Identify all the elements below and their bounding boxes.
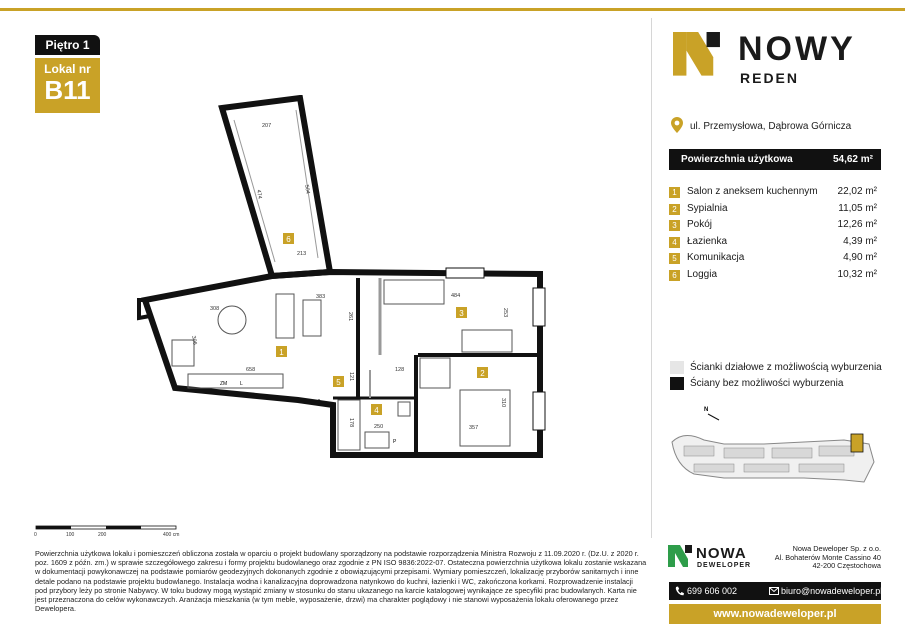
email-link[interactable]: biuro@nowadeweloper.pl [781, 586, 883, 596]
dim: 474 [255, 189, 263, 200]
floor-badge: Piętro 1 [35, 35, 100, 55]
room-row [669, 203, 881, 220]
sink [365, 432, 389, 448]
sofa [276, 294, 294, 338]
dim: 253 [502, 308, 508, 318]
toilet [398, 402, 410, 416]
dim: 306 [190, 335, 198, 346]
window-top [446, 268, 484, 278]
room-num: 3 [669, 220, 680, 231]
dim: 121 [348, 372, 354, 382]
label-p: P [393, 439, 397, 445]
room-name: Łazienka [687, 235, 728, 247]
usable-area-label: Powierzchnia użytkowa [681, 154, 793, 165]
room-name: Komunikacja [687, 252, 745, 263]
wardrobe-room3 [384, 280, 444, 304]
legend-text-fixed: Ściany bez możliwości wyburzenia [690, 378, 844, 389]
scale-label: 100 [66, 532, 75, 538]
nowy-reden-logo-icon [668, 32, 730, 84]
kitchen-counter [188, 374, 283, 388]
dim: 261 [347, 312, 353, 322]
room-row [669, 186, 881, 203]
site-building [694, 464, 734, 472]
site-building [819, 446, 854, 456]
scale-label: 0 [34, 532, 37, 538]
room-area: 12,26 m² [837, 219, 877, 230]
legend-text-removable: Ścianki działowe z możliwością wyburzenia [690, 362, 882, 373]
site-building [799, 464, 844, 472]
room-area: 22,02 m² [837, 186, 877, 197]
compass-arrow [708, 414, 719, 420]
brand-subname: REDEN [740, 70, 800, 86]
room-num: 6 [669, 270, 680, 281]
dim: 178 [348, 418, 354, 428]
dim: 484 [451, 293, 461, 299]
compass-label: N [704, 407, 709, 413]
room-name: Loggia [687, 268, 718, 280]
disclaimer: Powierzchnia użytkowa lokalu i pomieszczeń obliczona została w oparciu o projekt budowlany sporządzony na podstawie rozporządzenia Ministra Rozwoju z 11.09.2020 r. (Dz.U. z 2020 r. poz. 1609 z późn. zm.) w sprawie szczegółowego zakresu i formy projektu budowlanego oraz zgodnie z PN ISO 9836:2022-07. Ostateczna powierzchnia użytkowa lokalu zostanie wskazana w dokumentacji powykonawczej na podstawie pomiarów geodezyjnych dokonanych zgodnie z obowiązującymi przepisami. Wymiary pomieszczeń, lokalizację przyborów sanitarnych i inne detale podano na podstawie projektu budowlanego. Instalacja wodna i kanalizacyjna doprowadzona natynkowo do kuchni, łazienki i WC, zakończona korkami. Rozprowadzenie instalacji pod przybory leży po stronie Nabywcy. W toku budowy mogą wystąpić zmiany w stosunku do stanu ukazanego na karcie katalogowej wynikające ze specyfiki prac budowlanych. Karta nie jest przeznaczona do celów wykonawczych. Aranżacja mieszkania (w tym meble, wyposażenie, drzwi) ma charakter poglądowy i nie stanowi wyposażenia lokalu oferowanego przez Dewelopera. [35, 549, 647, 614]
dim: 504 [303, 184, 311, 195]
scale-bar-seg [106, 526, 141, 529]
website-link[interactable]: www.nowadeweloper.pl [669, 604, 881, 624]
company-info [775, 545, 881, 571]
column-divider [651, 18, 652, 538]
site-building [772, 448, 812, 458]
company-line: Al. Bohaterów Monte Cassino 40 [774, 552, 881, 562]
loggia-railing [234, 120, 275, 262]
label-zm: ZM [220, 381, 228, 387]
dim: 213 [297, 251, 307, 257]
room-area: 4,90 m² [843, 252, 877, 263]
dim: 357 [469, 425, 479, 431]
room-marker-6-text: 6 [286, 235, 291, 244]
developer-logo-subtext: DEWELOPER [697, 562, 752, 569]
site-block [672, 435, 874, 482]
contact-bar [669, 582, 881, 600]
scale-label: 400 cm [163, 532, 180, 538]
room-num: 5 [669, 253, 680, 264]
label-l: L [240, 381, 243, 387]
room-row [669, 252, 881, 269]
scale-bar-seg [36, 526, 71, 529]
room-num: 4 [669, 237, 680, 248]
room-name: Sypialnia [687, 202, 728, 214]
dim: 250 [374, 424, 384, 430]
room-num: 2 [669, 204, 680, 215]
room-area: 11,05 m² [838, 202, 877, 214]
window-right-2 [533, 392, 545, 430]
brand-name: NOWY [738, 30, 856, 68]
developer-logo-text: NOWA [696, 545, 747, 562]
wardrobe-room2 [420, 358, 450, 388]
usable-area-bar [669, 149, 881, 170]
unit-label: Lokal nr [44, 62, 91, 76]
unit-number: B11 [44, 75, 91, 105]
site-building [684, 446, 714, 456]
loggia-outline [222, 98, 330, 276]
room-name: Pokój [687, 219, 713, 230]
room-list [669, 186, 881, 285]
top-accent-line [0, 8, 905, 11]
room-marker-2-text: 2 [480, 369, 485, 378]
room-marker-1-text: 1 [279, 348, 284, 357]
room-marker-5-text: 5 [336, 378, 341, 387]
room-row [669, 269, 881, 286]
dim: 207 [262, 123, 272, 129]
room-num: 1 [669, 187, 680, 198]
site-highlight [851, 434, 863, 452]
dim: 658 [246, 367, 256, 373]
room-area: 4,39 m² [843, 235, 877, 247]
scale-label: 200 [98, 532, 107, 538]
site-building [724, 448, 764, 458]
location-pin-icon [671, 117, 683, 133]
room-name: Salon z aneksem kuchennym [687, 186, 818, 197]
wardrobe-room3b [462, 330, 512, 352]
phone-icon [675, 586, 684, 596]
room-area: 10,32 m² [837, 268, 877, 280]
room-marker-4-text: 4 [374, 406, 379, 415]
site-key-plan [664, 402, 884, 492]
company-line: Nowa Deweloper Sp. z o.o. [792, 544, 881, 553]
scale-bar [33, 524, 183, 546]
usable-area-value: 54,62 m² [832, 154, 873, 165]
phone-number[interactable]: 699 606 002 [687, 586, 738, 596]
email-icon [769, 587, 779, 595]
address: ul. Przemysłowa, Dąbrowa Górnicza [690, 121, 852, 132]
dim: 310 [500, 398, 506, 408]
legend-swatch-removable [670, 361, 684, 374]
stove [172, 340, 194, 366]
dining-table [218, 306, 246, 334]
window-right-1 [533, 288, 545, 326]
tv-unit [303, 300, 321, 336]
dim: 383 [316, 294, 326, 300]
outer-wall [145, 272, 540, 455]
dim: 308 [210, 306, 220, 312]
unit-badge [35, 58, 100, 113]
room-row [669, 236, 881, 253]
room-marker-3-text: 3 [459, 309, 464, 318]
floor-plan [130, 95, 560, 465]
company-line: 42-200 Częstochowa [812, 561, 881, 570]
dim: 128 [395, 367, 405, 373]
legend-swatch-fixed [670, 377, 684, 390]
room-row [669, 219, 881, 236]
nowa-deweloper-logo-icon [668, 545, 692, 567]
site-building [744, 464, 789, 472]
